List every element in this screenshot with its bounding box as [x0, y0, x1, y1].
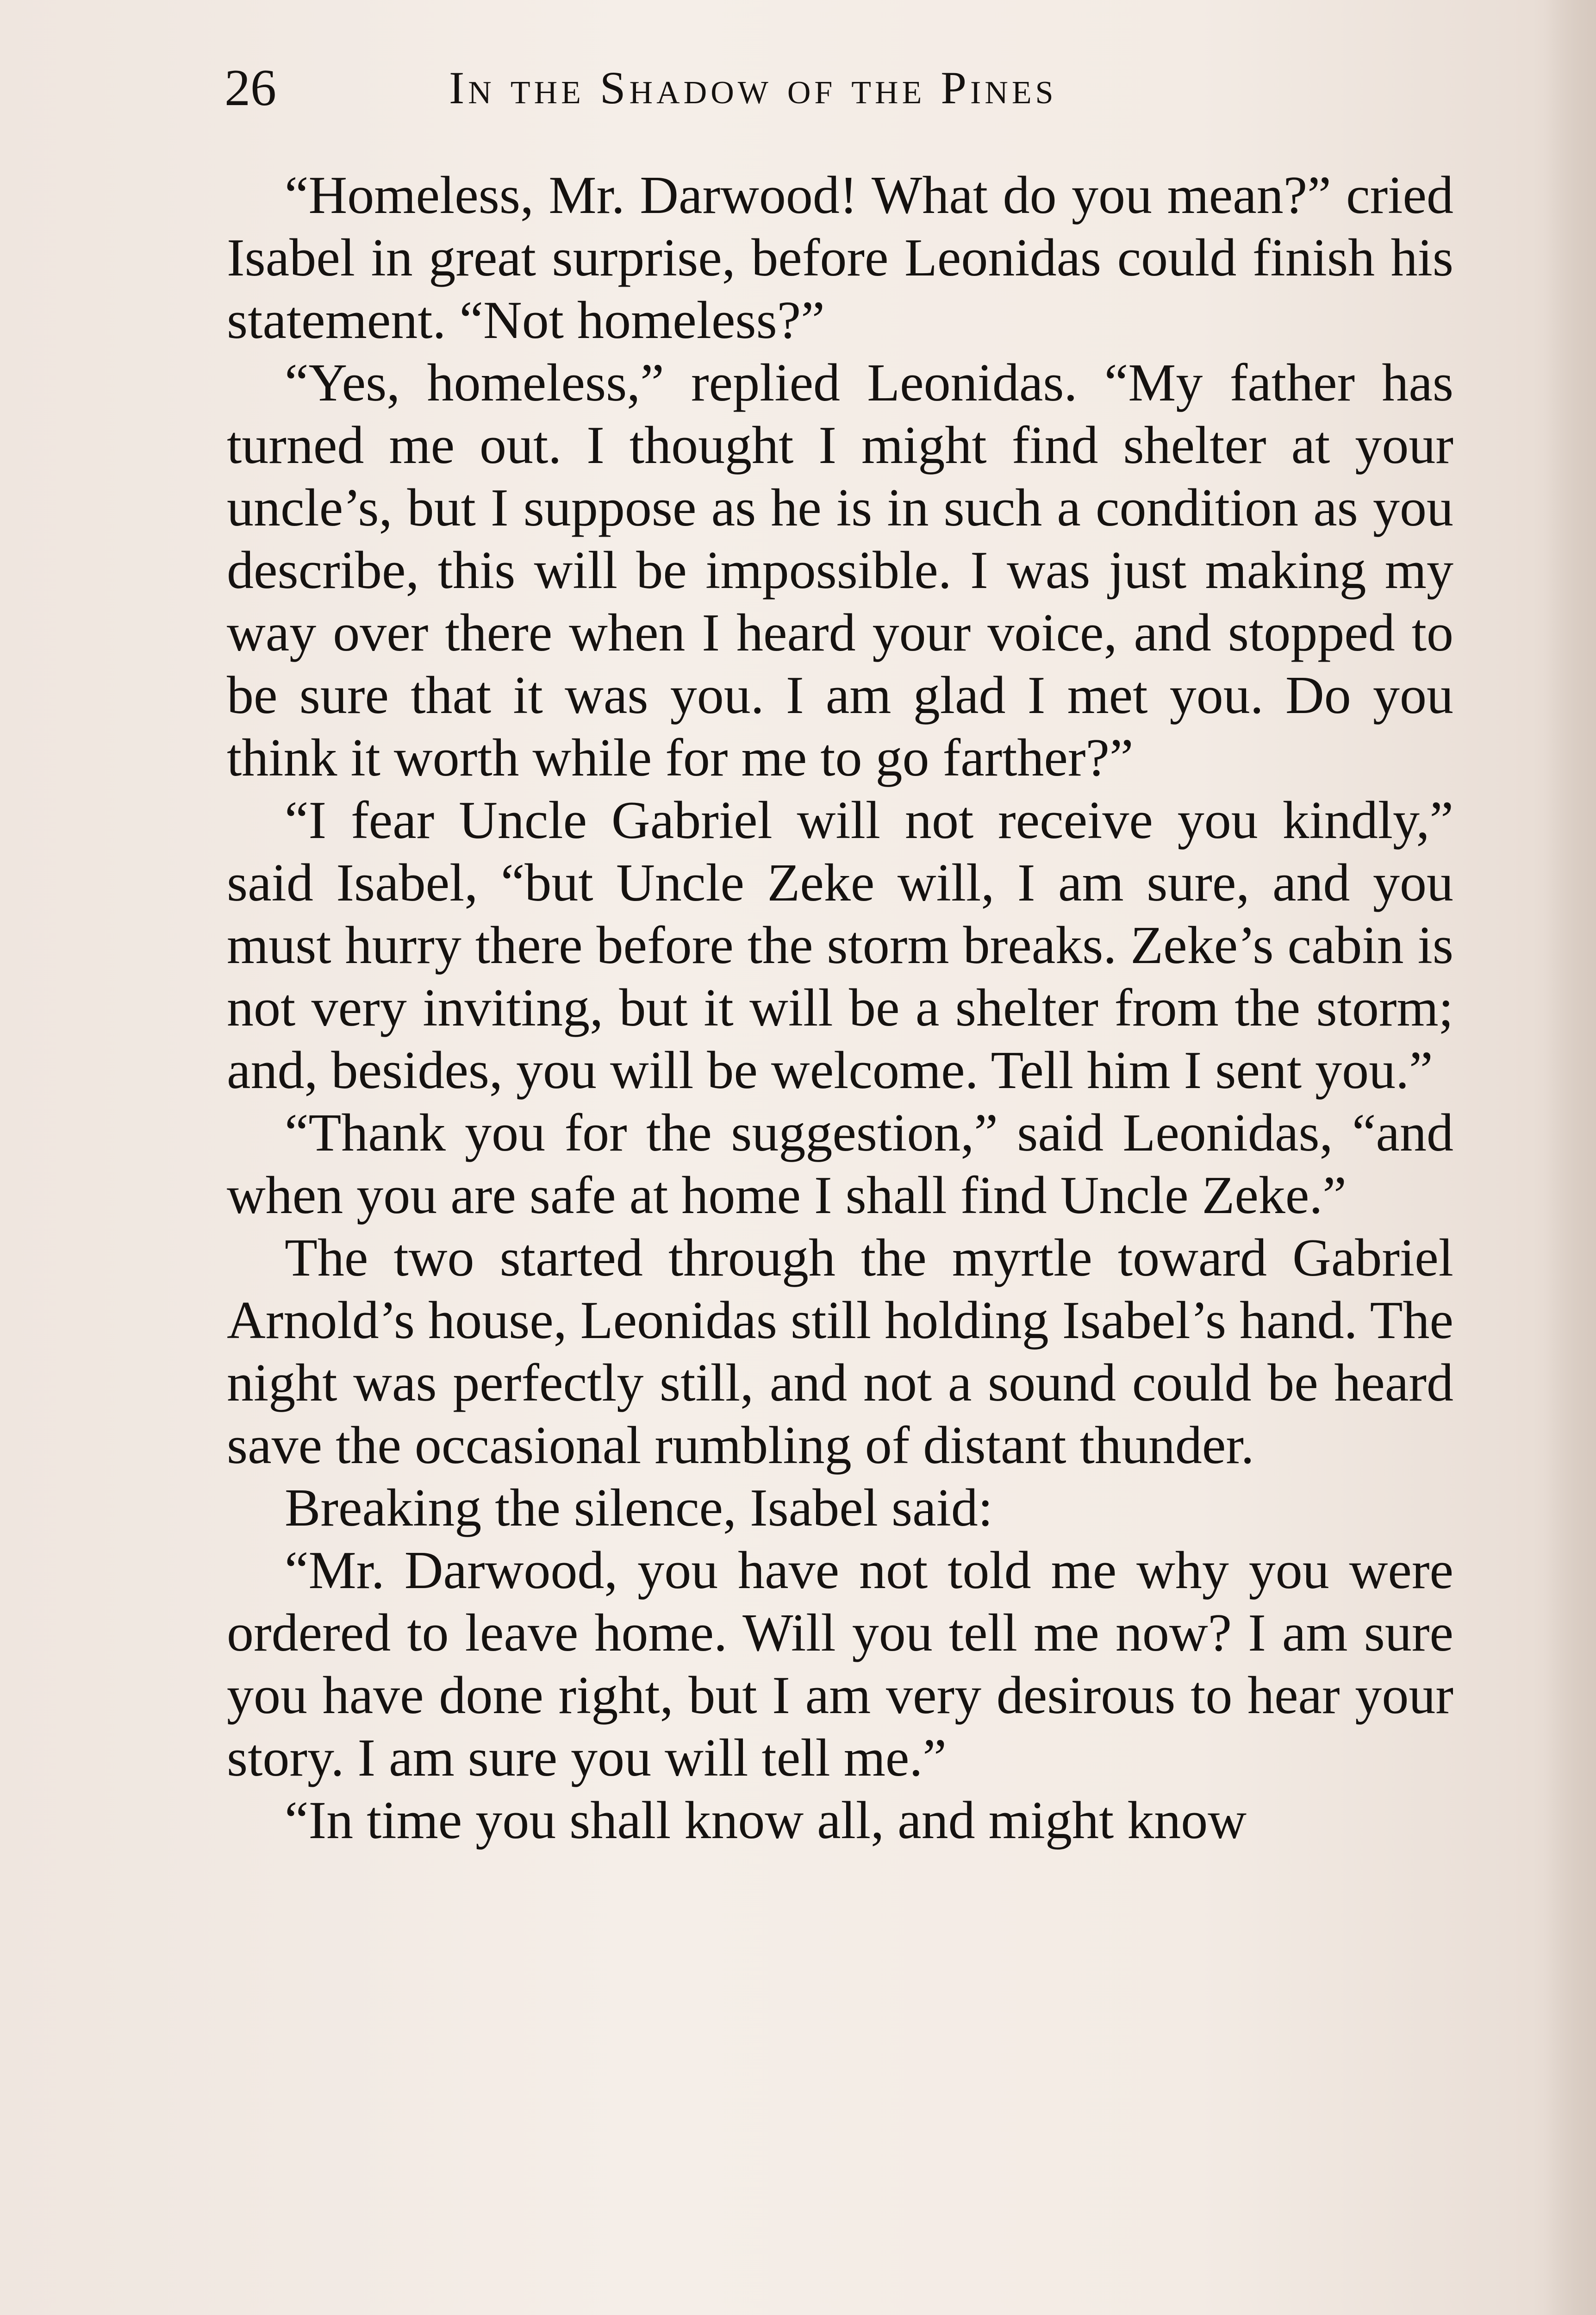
- paragraph: “Mr. Darwood, you have not told me why you were ordered to leave home. Will you tell me now? I am sure you have done right, but I am very desirous to hear your story. I am sure you will tell me.”: [227, 1541, 1453, 1788]
- paragraph: “Homeless, Mr. Darwood! What do you mean?” cried Isabel in great surprise, before Leonidas could finish his statement. “Not homeless?”: [227, 166, 1453, 350]
- paragraph: “Thank you for the suggestion,” said Leonidas, “and when you are safe at home I shall find Uncle Zeke.”: [227, 1103, 1453, 1225]
- paragraph: “Yes, homeless,” replied Leonidas. “My father has turned me out. I thought I might find shelter at your uncle’s, but I suppose as he is in such a condition as you describe, this will be impossible. I was just making my way over there when I heard your voice, and stopped to be sure that it was you. I am glad I met you. Do you think it worth while for me to go farther?”: [227, 353, 1453, 788]
- page-edge-shadow: [1545, 0, 1596, 2315]
- page-header: [224, 56, 1456, 120]
- paragraph: The two started through the myrtle toward Gabriel Arnold’s house, Leonidas still holding Isabel’s hand. The night was perfectly still, and not a sound could be heard save the occasional rumbling of distant thunder.: [227, 1228, 1453, 1475]
- page-number: 26: [224, 59, 276, 117]
- paragraph: “I fear Uncle Gabriel will not receive you kindly,” said Isabel, “but Uncle Zeke will, I am sure, and you must hurry there before the storm breaks. Zeke’s cabin is not very inviting, but it will be a shelter from the storm; and, besides, you will be welcome. Tell him I sent you.”: [227, 791, 1453, 1100]
- paragraph: “In time you shall know all, and might know: [285, 1791, 1247, 1850]
- running-title: In the Shadow of the Pines: [449, 62, 1057, 113]
- body-text: [227, 164, 1453, 1852]
- paragraph: Breaking the silence, Isabel said:: [285, 1478, 993, 1538]
